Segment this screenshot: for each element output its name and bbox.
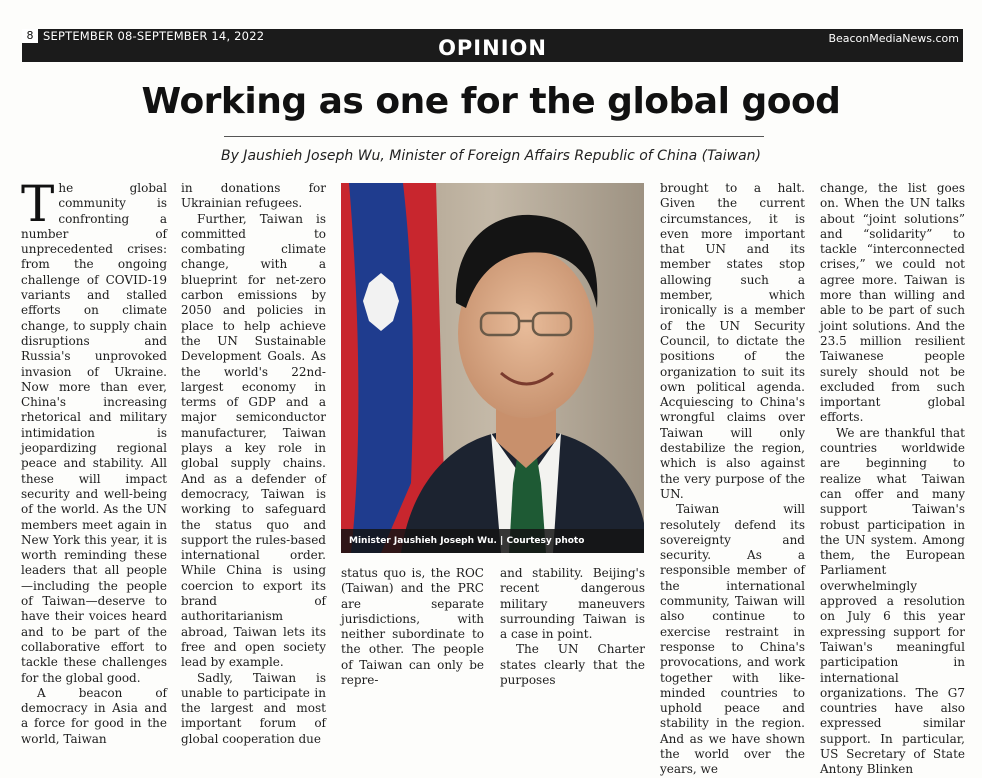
article-column-3	[341, 566, 484, 688]
article-paragraph: Sadly, Taiwan is unable to participate in the largest and most important forum of global cooperation due	[181, 670, 326, 746]
article-paragraph: status quo is, the ROC (Taiwan) and the PRC are separate jurisdictions, with neither subordinate to the other. The people of Taiwan can only be repre-	[341, 566, 484, 688]
article-paragraph: in donations for Ukrainian refugees.	[181, 181, 326, 211]
minister-portrait-illustration	[341, 183, 644, 553]
article-paragraph: We are thankful that countries worldwide are beginning to realize what Taiwan can offer and many support Taiwan's robust participation in the UN system. Among them, the European Parliament overwhelmingly approved a resolution on July 6 this year expressing support for Taiwan's meaningful participation in international organizations. The G7 countries have also expressed similar support. In particular, US Secretary of State Antony Blinken	[820, 425, 965, 777]
article-paragraph: Taiwan will resolutely defend its sovereignty and security. As a responsible member of the international community, Taiwan will also continue to exercise restraint in response to China's provocations, and work together with like-minded countries to uphold peace and stability in the region. And as we have shown the world over the years, we	[660, 502, 805, 777]
article-paragraph: and stability. Beijing's recent dangerous military maneuvers surrounding Taiwan is a case in point.	[500, 566, 645, 642]
headline: Working as one for the global good	[141, 81, 841, 122]
page-number: 8	[22, 29, 38, 43]
photo-caption: Minister Jaushieh Joseph Wu. | Courtesy photo	[341, 529, 644, 553]
article-paragraph: Further, Taiwan is committed to combating climate change, with a blueprint for net-zero carbon emissions by 2050 and policies in place to help achieve the UN Sustainable Development Goals. As the world's 22nd-largest economy in terms of GDP and a major semiconductor manufacturer, Taiwan plays a key role in global supply chains. And as a defender of democracy, Taiwan is working to safeguard the status quo and support the rules-based international order. While China is using coercion to export its brand of authoritarianism abroad, Taiwan lets its free and open society lead by example.	[181, 211, 326, 670]
masthead-bar	[22, 29, 963, 62]
article-column-4	[500, 566, 645, 688]
issue-date: SEPTEMBER 08-SEPTEMBER 14, 2022	[43, 29, 265, 43]
article-column-6	[820, 181, 965, 777]
article-paragraph: change, the list goes on. When the UN talks about “joint solutions” and “solidarity” to tackle “interconnected crises,” we could not agree more. Taiwan is more than willing and able to be part of such joint solutions. And the 23.5 million resilient Taiwanese people surely should not be excluded from such important global efforts.	[820, 181, 965, 425]
byline: By Jaushieh Joseph Wu, Minister of Foreign Affairs Republic of China (Taiwan)	[220, 148, 762, 164]
drop-cap: T	[21, 175, 55, 233]
section-title: OPINION	[438, 36, 547, 60]
article-paragraph: A beacon of democracy in Asia and a force for good in the world, Taiwan	[21, 685, 167, 746]
article-column-1	[21, 175, 167, 746]
flag-blue-canton	[349, 183, 413, 553]
headline-divider	[224, 136, 764, 137]
article-paragraph: The global community is confronting a number of unprecedented crises: from the ongoing challenge of COVID-19 variants and stalled efforts on climate change, to supply chain disruptions and Russia's unprovoked invasion of Ukraine. Now more than ever, China's increasing rhetorical and military intimidation is jeopardizing regional peace and stability. All these will impact security and well-being of the world. As the UN members meet again in New York this year, it is worth reminding these leaders that all people—including the people of Taiwan—deserve to have their voices heard and to be part of the collaborative effort to tackle these challenges for the global good.	[21, 175, 167, 685]
article-column-2	[181, 181, 326, 746]
article-paragraph: brought to a halt. Given the current circumstances, it is even more important that UN and its member states stop allowing such a member, which ironically is a member of the UN Security Council, to dictate the positions of the organization to suit its own political agenda. Acquiescing to China's wrongful claims over Taiwan will only destabilize the region, which is also against the very purpose of the UN.	[660, 181, 805, 501]
site-link[interactable]: BeaconMediaNews.com	[828, 32, 959, 45]
portrait-photo	[341, 183, 644, 553]
article-column-5	[660, 181, 805, 777]
article-paragraph: The UN Charter states clearly that the purposes	[500, 642, 645, 688]
